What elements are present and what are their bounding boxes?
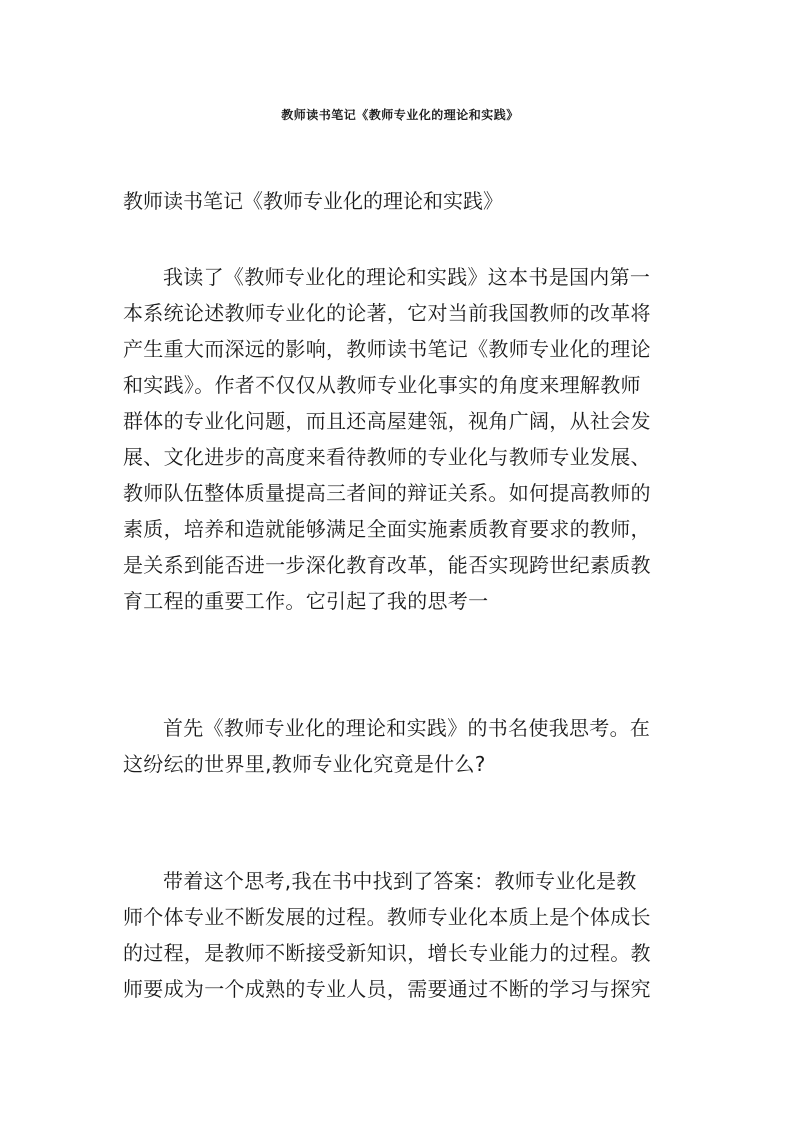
paragraph-line: 我读了《教师专业化的理论和实践》这本书是国内第一 xyxy=(163,265,651,289)
paragraph-line: 教师队伍整体质量提高三者间的辩证关系。如何提高教师的 xyxy=(123,481,651,505)
paragraph-line: 的过程，是教师不断接受新知识，增长专业能力的过程。教 xyxy=(123,941,651,965)
paragraph-line: 师要成为一个成熟的专业人员，需要通过不断的学习与探究 xyxy=(123,977,651,1001)
paragraph-line: 产生重大而深远的影响，教师读书笔记《教师专业化的理论 xyxy=(123,337,651,361)
paragraph-line: 和实践》。作者不仅仅从教师专业化事实的角度来理解教师 xyxy=(123,373,641,397)
paragraph-line: 本系统论述教师专业化的论著，它对当前我国教师的改革将 xyxy=(123,301,651,325)
paragraph-line: 群体的专业化问题，而且还高屋建瓴，视角广阔，从社会发 xyxy=(123,409,651,433)
document-title: 教师读书笔记《教师专业化的理论和实践》 xyxy=(281,108,519,122)
paragraph-line: 素质，培养和造就能够满足全面实施素质教育要求的教师， xyxy=(123,517,651,541)
paragraph-line: 带着这个思考,我在书中找到了答案：教师专业化是教 xyxy=(163,869,637,893)
paragraph-line: 是关系到能否进一步深化教育改革，能否实现跨世纪素质教 xyxy=(123,553,651,577)
paragraph-line: 育工程的重要工作。它引起了我的思考一 xyxy=(123,589,489,613)
paragraph-line: 首先《教师专业化的理论和实践》的书名使我思考。在 xyxy=(163,716,651,740)
paragraph-line: 师个体专业不断发展的过程。教师专业化本质上是个体成长 xyxy=(123,905,651,929)
paragraph-line: 这纷纭的世界里,教师专业化究竟是什么? xyxy=(123,752,486,776)
paragraph-line: 展、文化进步的高度来看待教师的专业化与教师专业发展、 xyxy=(123,445,651,469)
document-subtitle: 教师读书笔记《教师专业化的理论和实践》 xyxy=(123,189,503,213)
